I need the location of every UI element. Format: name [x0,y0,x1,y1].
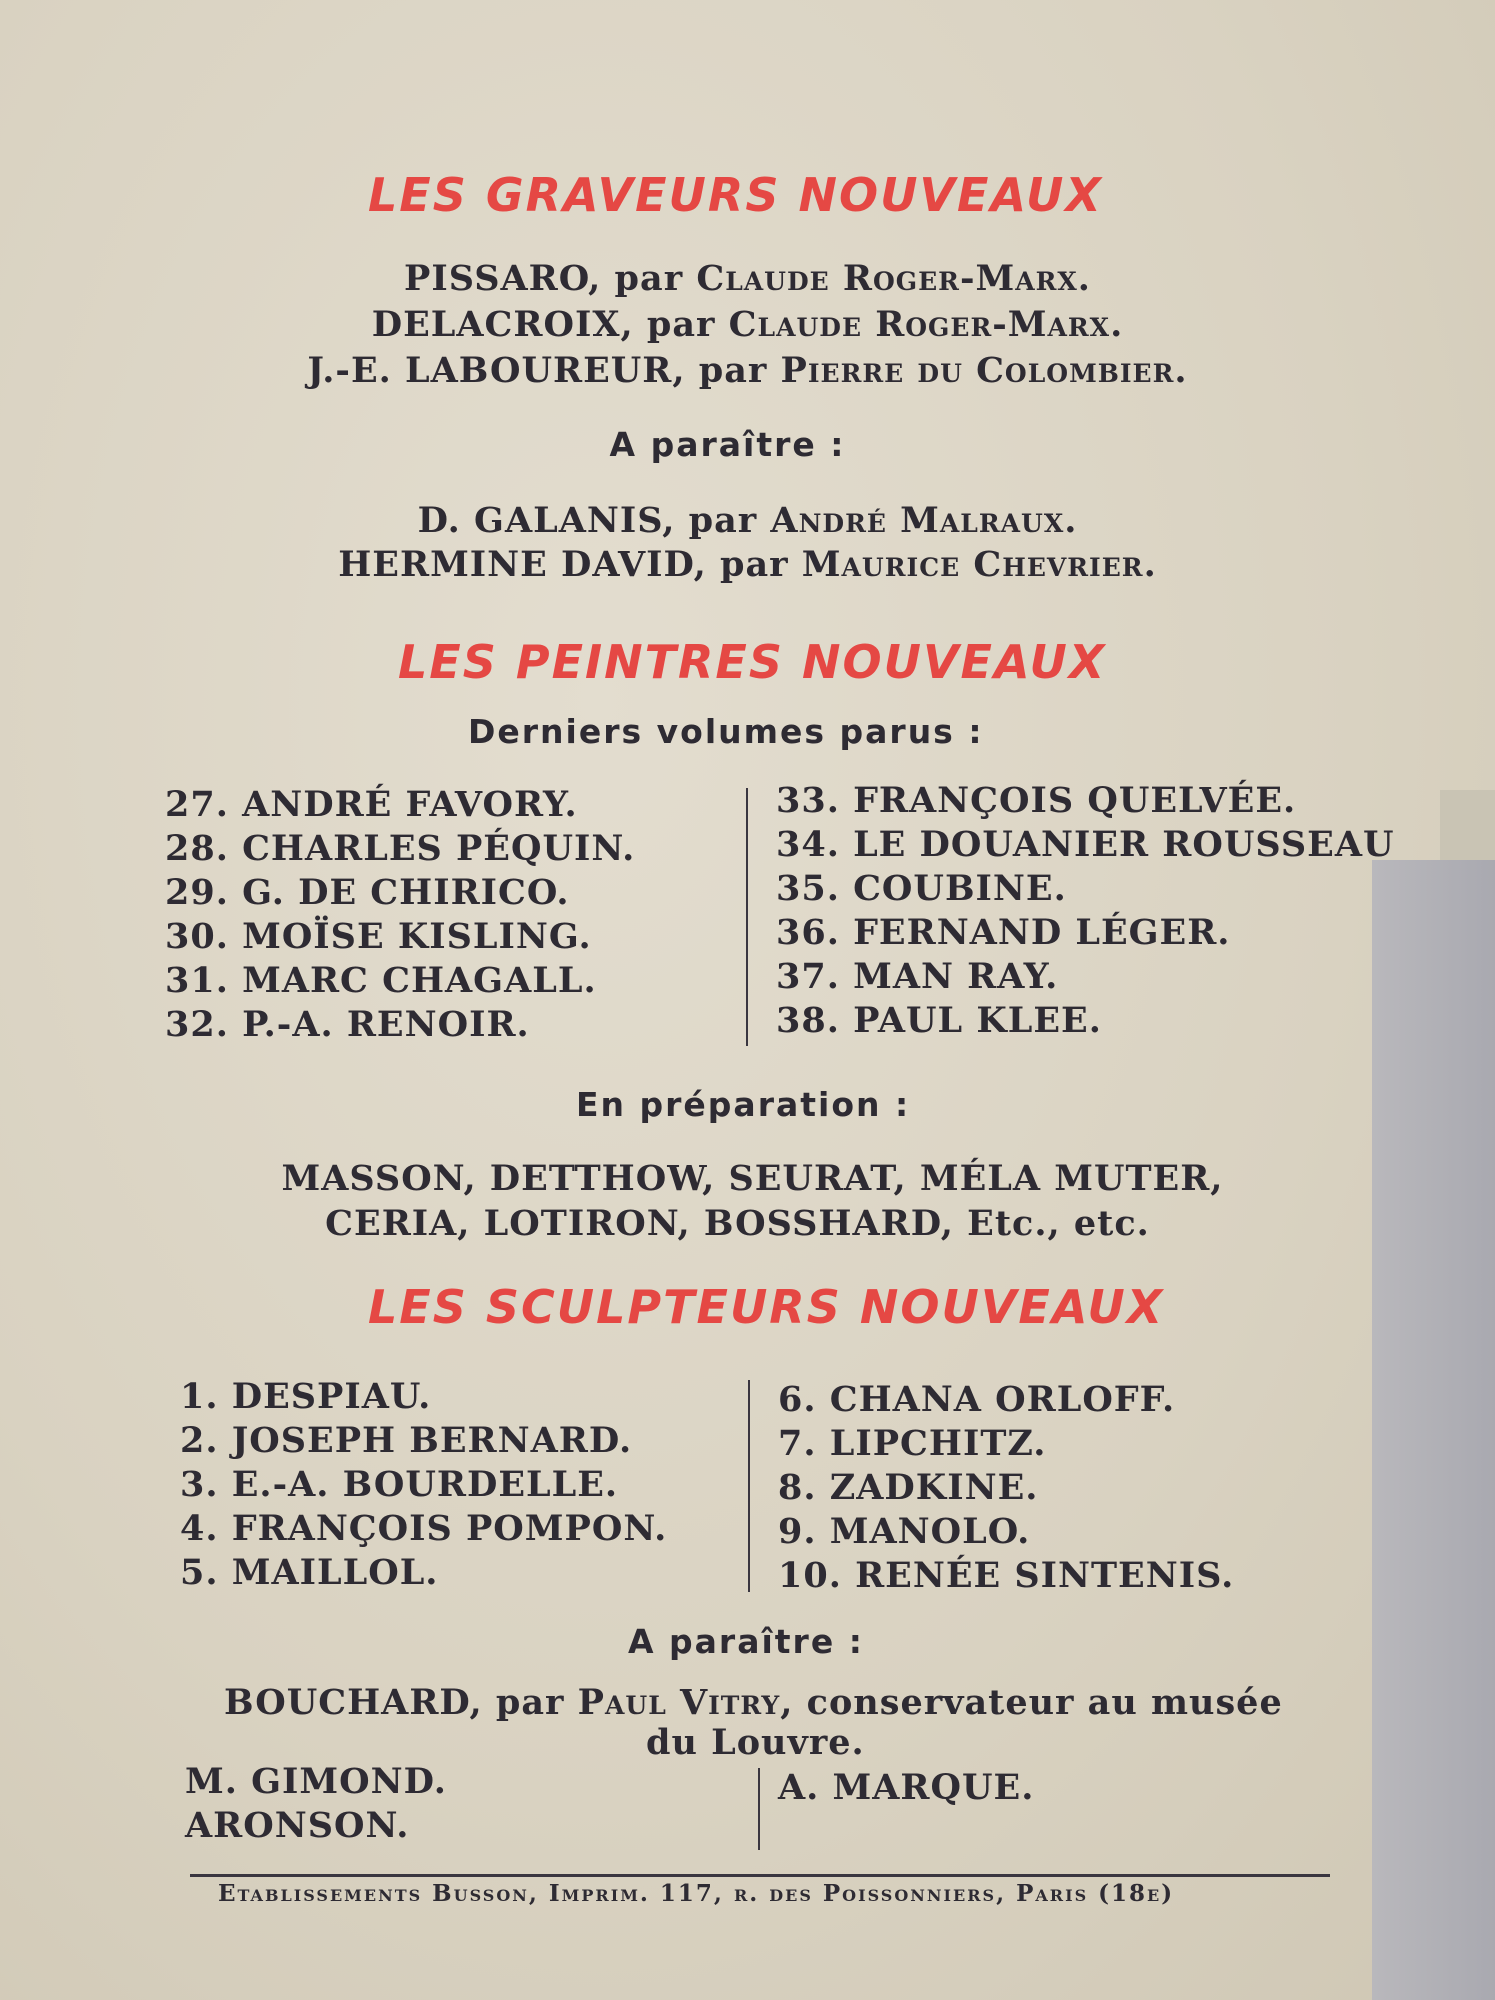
list-item: 37. MAN RAY. [776,956,1059,997]
list-item: 30. MOÏSE KISLING. [165,916,592,957]
list-item: 31. MARC CHAGALL. [165,960,597,1001]
list-item: 2. JOSEPH BERNARD. [180,1420,633,1461]
author-name: André Malraux. [770,500,1078,541]
par-word: par [685,350,781,391]
par-word: par [706,544,802,585]
preparation-line-1: MASSON, DETTHOW, SEURAT, MÉLA MUTER, [281,1158,1224,1199]
list-item: 32. P.-A. RENOIR. [165,1004,530,1045]
list-item: 29. G. DE CHIRICO. [165,872,570,913]
graveurs-line-3 [0,350,1495,391]
column-divider [758,1768,760,1850]
author-title: conservateur au musée [793,1682,1283,1723]
list-item: 4. FRANÇOIS POMPON. [180,1508,668,1549]
final-left-list [185,1760,447,1848]
preparation-line-2: CERIA, LOTIRON, BOSSHARD, Etc., etc. [325,1203,1150,1244]
author-name: Claude Roger-Marx. [728,304,1124,345]
list-item: 10. RENÉE SINTENIS. [778,1555,1235,1596]
list-item: 9. MANOLO. [778,1511,1031,1552]
artist-name: J.-E. LABOUREUR, [307,350,686,391]
artist-name: HERMINE DAVID, [338,544,707,585]
graveurs-upcoming-2 [0,544,1495,585]
peintres-title: LES PEINTRES NOUVEAUX [398,635,1107,689]
peintres-preparation-label: En préparation : [576,1085,911,1124]
sculpteurs-a-paraitre-label: A paraître : [628,1622,864,1661]
graveurs-upcoming-1 [0,500,1495,541]
author-name: Maurice Chevrier. [801,544,1157,585]
peintres-subtitle: Derniers volumes parus : [468,712,984,751]
bouchard-line-2: du Louvre. [646,1722,865,1763]
graveurs-title: LES GRAVEURS NOUVEAUX [368,168,1103,222]
sculpteurs-title: LES SCULPTEURS NOUVEAUX [368,1280,1165,1334]
list-item: 7. LIPCHITZ. [778,1423,1047,1464]
list-item: M. GIMOND. [185,1761,447,1802]
list-item: 33. FRANÇOIS QUELVÉE. [776,780,1297,821]
par-word: par [482,1682,578,1723]
author-name: Claude Roger-Marx. [696,258,1091,299]
footer-rule [190,1874,1330,1877]
graveurs-a-paraitre-label: A paraître : [609,425,846,464]
list-item: 35. COUBINE. [776,868,1067,909]
artist-name: D. GALANIS, [417,500,676,541]
graveurs-line-2 [0,304,1495,345]
final-right-list [778,1766,1034,1810]
list-item: 38. PAUL KLEE. [776,1000,1102,1041]
column-divider [748,1380,750,1592]
column-divider [746,788,748,1046]
list-item: 1. DESPIAU. [180,1376,432,1417]
list-item: A. MARQUE. [778,1767,1035,1808]
printer-footer: Etablissements Busson, Imprim. 117, r. des Poissonniers, Paris (18e) [218,1880,1175,1907]
author-name: Pierre du Colombier. [780,350,1188,391]
list-item: 8. ZADKINE. [778,1467,1039,1508]
par-word: par [601,258,697,299]
artist-name: DELACROIX, [371,304,634,345]
artist-name: BOUCHARD, [224,1682,483,1723]
author-name: Paul Vitry, [577,1682,794,1723]
list-item: 34. LE DOUANIER ROUSSEAU [776,824,1395,865]
par-word: par [675,500,771,541]
paper-edge [1440,790,1495,870]
artist-name: PISSARO, [404,258,602,299]
list-item: 5. MAILLOL. [180,1552,439,1593]
list-item: 3. E.-A. BOURDELLE. [180,1464,619,1505]
peintres-left-list [165,783,635,1047]
par-word: par [633,304,729,345]
list-item: 27. ANDRÉ FAVORY. [165,784,578,825]
sculpteurs-left-list [180,1375,667,1595]
graveurs-line-1 [0,258,1495,299]
peintres-right-list [776,779,1395,1043]
list-item: ARONSON. [185,1805,410,1846]
list-item: 36. FERNAND LÉGER. [776,912,1231,953]
sculpteurs-right-list [778,1378,1234,1598]
bouchard-line-1 [224,1682,1283,1723]
list-item: 6. CHANA ORLOFF. [778,1379,1176,1420]
list-item: 28. CHARLES PÉQUIN. [165,828,636,869]
